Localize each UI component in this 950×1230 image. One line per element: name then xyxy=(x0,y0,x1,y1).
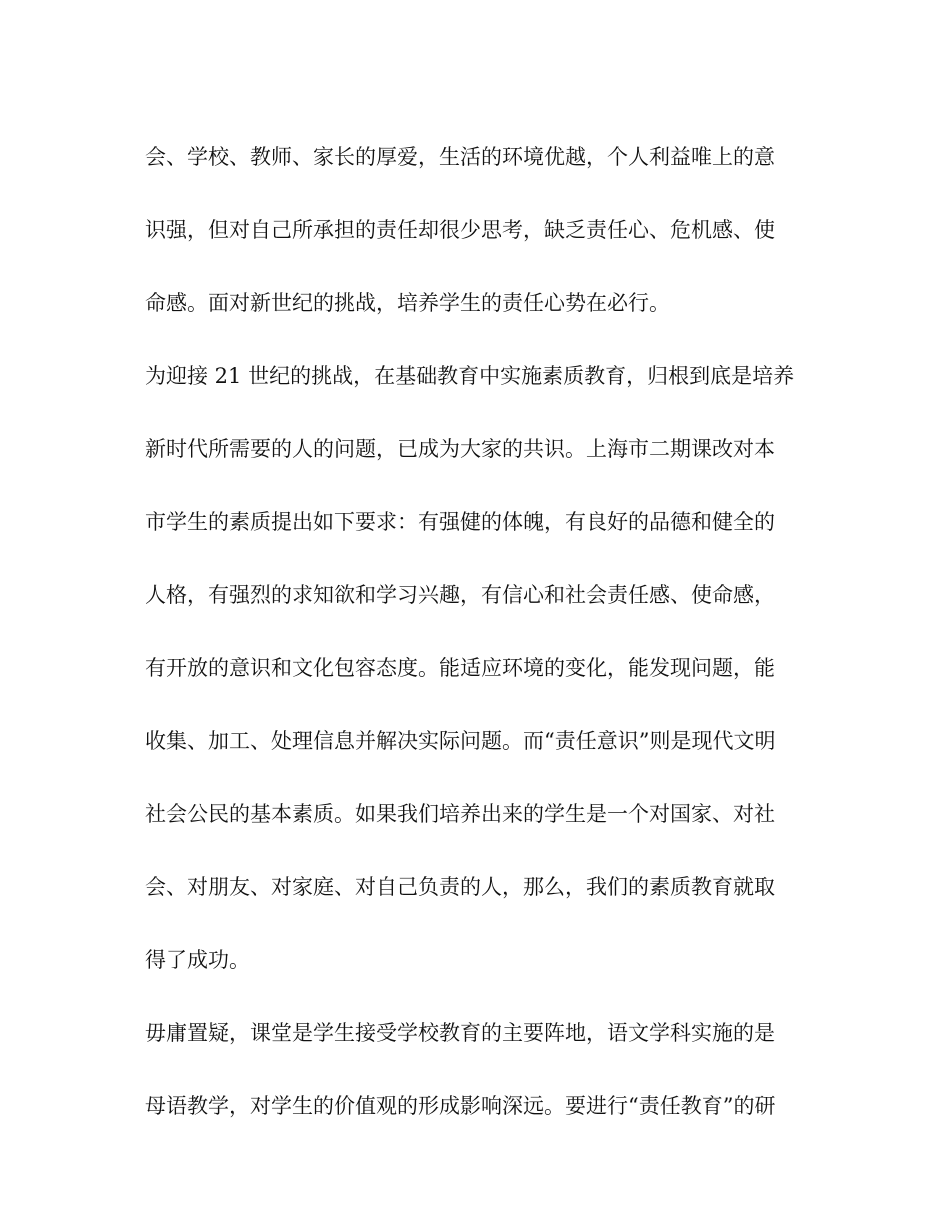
text-line: 会、学校、教师、家长的厚爱，生活的环境优越，个人利益唯上的意 xyxy=(145,145,775,169)
text-line: 为迎接 21 世纪的挑战，在基础教育中实施素质教育，归根到底是培养 xyxy=(145,364,795,388)
text-line: 毋庸置疑，课堂是学生接受学校教育的主要阵地，语文学科实施的是 xyxy=(145,1021,775,1045)
text-line: 收集、加工、处理信息并解决实际问题。而“责任意识”则是现代文明 xyxy=(145,729,776,753)
text-line: 得了成功。 xyxy=(145,948,250,972)
text-line: 识强，但对自己所承担的责任却很少思考，缺乏责任心、危机感、使 xyxy=(145,218,775,242)
text-line: 母语教学，对学生的价值观的形成影响深远。要进行“责任教育”的研 xyxy=(145,1094,776,1118)
text-line: 市学生的素质提出如下要求：有强健的体魄，有良好的品德和健全的 xyxy=(145,510,775,534)
text-line: 社会公民的基本素质。如果我们培养出来的学生是一个对国家、对社 xyxy=(145,802,775,826)
text-line: 新时代所需要的人的问题，已成为大家的共识。上海市二期课改对本 xyxy=(145,437,775,461)
text-line: 有开放的意识和文化包容态度。能适应环境的变化，能发现问题，能 xyxy=(145,656,775,680)
text-line: 人格，有强烈的求知欲和学习兴趣，有信心和社会责任感、使命感， xyxy=(145,583,775,607)
body-text xyxy=(145,121,810,1143)
text-line: 命感。面对新世纪的挑战，培养学生的责任心势在必行。 xyxy=(145,291,670,315)
text-line: 会、对朋友、对家庭、对自己负责的人，那么，我们的素质教育就取 xyxy=(145,875,775,899)
